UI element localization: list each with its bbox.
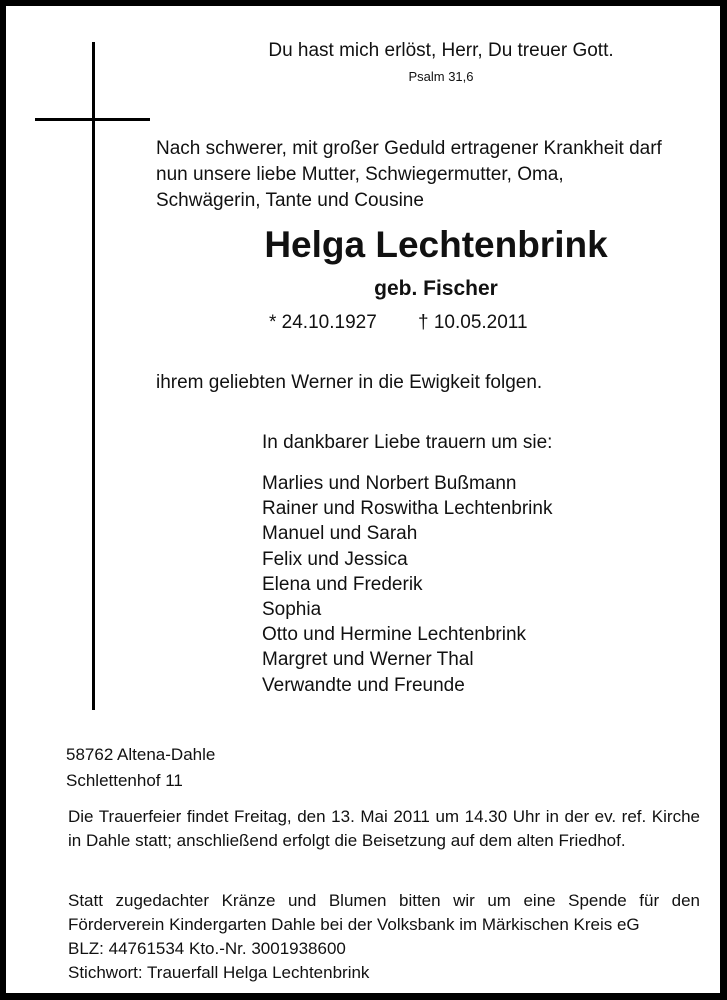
funeral-service-info: Die Trauerfeier findet Freitag, den 13. Mai 2011 um 14.30 Uhr in der ev. ref. Kirche in Dahle statt; anschließend erfolgt die Beisetzung auf dem alten Friedhof. (68, 807, 700, 850)
address-city: 58762 Altena-Dahle (66, 745, 216, 764)
intro-text (156, 136, 662, 214)
mourner-item: Manuel und Sarah (262, 523, 418, 545)
mourner-item: Sophia (262, 599, 322, 621)
intro-line: Nach schwerer, mit großer Geduld ertragener Krankheit darf (156, 138, 662, 159)
mourner-item: Otto und Hermine Lechtenbrink (262, 624, 527, 646)
verse-reference: Psalm 31,6 (408, 69, 474, 84)
bank-details: BLZ: 44761534 Kto.-Nr. 3001938600 (68, 939, 346, 958)
mourners-list (262, 471, 552, 698)
bible-verse: Du hast mich erlöst, Herr, Du treuer Gott. (268, 40, 614, 61)
cross-icon-vertical-bar (92, 42, 95, 710)
family-address (66, 742, 215, 794)
mourner-item: Elena und Frederik (262, 573, 423, 595)
mourner-item: Margret und Werner Thal (262, 649, 474, 671)
follow-text: ihrem geliebten Werner in die Ewigkeit folgen. (156, 372, 543, 393)
mourner-item: Felix und Jessica (262, 548, 408, 570)
obituary-page (6, 6, 720, 993)
donation-keyword: Stichwort: Trauerfall Helga Lechtenbrink (68, 963, 370, 982)
donation-request: Statt zugedachter Kränze und Blumen bitten wir um eine Spende für den Förderverein Kindergarten Dahle bei der Volksbank im Märkischen Kreis eG (68, 891, 700, 934)
maiden-name: geb. Fischer (374, 277, 498, 300)
mourning-heading: In dankbarer Liebe trauern um sie: (262, 432, 553, 453)
mourner-item: Verwandte und Freunde (262, 674, 465, 696)
intro-line: Schwägerin, Tante und Cousine (156, 190, 424, 211)
donation-info (68, 889, 700, 985)
intro-line: nun unsere liebe Mutter, Schwiegermutter, Oma, (156, 164, 564, 185)
mourner-item: Marlies und Norbert Bußmann (262, 473, 517, 494)
address-street: Schlettenhof 11 (66, 771, 183, 790)
birth-date: * 24.10.1927 (269, 312, 377, 333)
deceased-name: Helga Lechtenbrink (264, 224, 608, 265)
cross-icon-horizontal-bar (35, 118, 150, 121)
mourner-item: Rainer und Roswitha Lechtenbrink (262, 498, 553, 520)
death-date: † 10.05.2011 (418, 312, 528, 333)
